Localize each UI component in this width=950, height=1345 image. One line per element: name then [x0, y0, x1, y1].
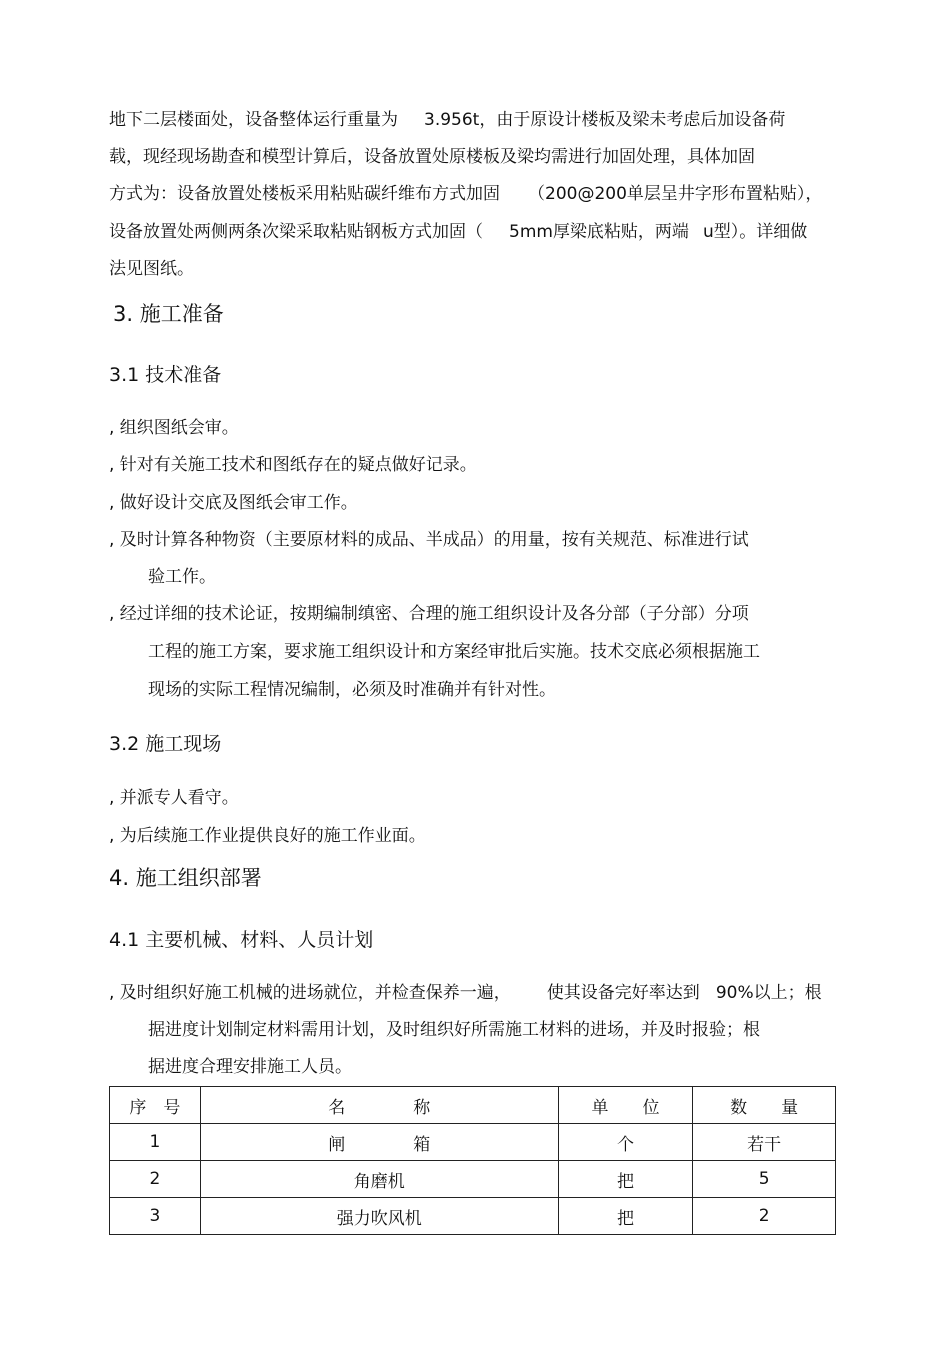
table-cell: 5: [693, 1161, 836, 1198]
table-cell: 闸 箱: [200, 1124, 558, 1161]
intro-text: （200@200单层呈井字形布置粘贴），: [528, 184, 823, 204]
intro-text: ，由于原设计楼板及梁未考虑后加设备荷: [479, 110, 786, 130]
list-item-continuation: 据进度合理安排施工人员。: [148, 1057, 352, 1077]
intro-text: 设备放置处两侧两条次梁采取粘贴钢板方式加固（: [109, 222, 483, 242]
list-text: 90%以上；根: [715, 983, 822, 1003]
table-cell: 个: [558, 1124, 693, 1161]
list-item-continuation: 工程的施工方案，要求施工组织设计和方案经审批后实施。技术交底必须根据施工: [148, 642, 760, 662]
intro-line-4: [109, 222, 807, 242]
section-4-1-title: 4.1 主要机械、材料、人员计划: [109, 929, 374, 951]
section-3-2-title: 3.2 施工现场: [109, 733, 222, 755]
header-cell: 数 量: [693, 1087, 836, 1124]
intro-line-1: [109, 110, 785, 130]
list-item: , 经过详细的技术论证，按期编制缜密、合理的施工组织设计及各分部（子分部）分项: [109, 604, 749, 624]
header-cell: 名 称: [200, 1087, 558, 1124]
section-4-title: 4. 施工组织部署: [109, 866, 262, 890]
list-item: , 为后续施工作业提供良好的施工作业面。: [109, 826, 426, 846]
list-item: , 针对有关施工技术和图纸存在的疑点做好记录。: [109, 455, 477, 475]
intro-text: 5mm厚梁底粘贴，两端: [509, 222, 689, 242]
intro-text: 地下二层楼面处，设备整体运行重量为: [109, 110, 398, 130]
list-item-continuation: 据进度计划制定材料需用计划，及时组织好所需施工材料的进场，并及时报验；根: [148, 1020, 760, 1040]
header-cell: 序 号: [110, 1087, 201, 1124]
list-item-continuation: 现场的实际工程情况编制，必须及时准确并有针对性。: [148, 680, 556, 700]
intro-text: u型）。详细做: [702, 222, 808, 242]
list-text: , 及时组织好施工机械的进场就位，并检查保养一遍，: [109, 983, 511, 1003]
intro-text: 方式为：设备放置处楼板采用粘贴碳纤维布方式加固: [109, 184, 500, 204]
table-cell: 若干: [693, 1124, 836, 1161]
table-header-row: [110, 1087, 836, 1124]
list-item: , 组织图纸会审。: [109, 418, 239, 438]
section-3-title: 3. 施工准备: [113, 302, 224, 326]
table-cell: 把: [558, 1198, 693, 1235]
resource-table: [109, 1086, 836, 1235]
list-item: , 做好设计交底及图纸会审工作。: [109, 493, 358, 513]
table-cell: 角磨机: [200, 1161, 558, 1198]
table-cell: 1: [110, 1124, 201, 1161]
list-item: [109, 983, 822, 1003]
intro-weight: 3.956t: [424, 110, 480, 130]
intro-line-2: 载，现经现场勘查和模型计算后，设备放置处原楼板及梁均需进行加固处理，具体加固: [109, 147, 755, 167]
table-cell: 把: [558, 1161, 693, 1198]
table-row: [110, 1124, 836, 1161]
header-cell: 单 位: [558, 1087, 693, 1124]
table-cell: 强力吹风机: [200, 1198, 558, 1235]
list-text: 使其设备完好率达到: [546, 983, 700, 1003]
list-item: , 及时计算各种物资（主要原材料的成品、半成品）的用量，按有关规范、标准进行试: [109, 530, 749, 550]
table-cell: 3: [110, 1198, 201, 1235]
section-3-1-title: 3.1 技术准备: [109, 364, 222, 386]
intro-line-3: [109, 184, 822, 204]
table-cell: 2: [110, 1161, 201, 1198]
table-row: [110, 1198, 836, 1235]
list-item: , 并派专人看守。: [109, 788, 239, 808]
table-cell: 2: [693, 1198, 836, 1235]
table-row: [110, 1161, 836, 1198]
intro-line-5: 法见图纸。: [109, 259, 194, 279]
list-item-continuation: 验工作。: [148, 567, 216, 587]
